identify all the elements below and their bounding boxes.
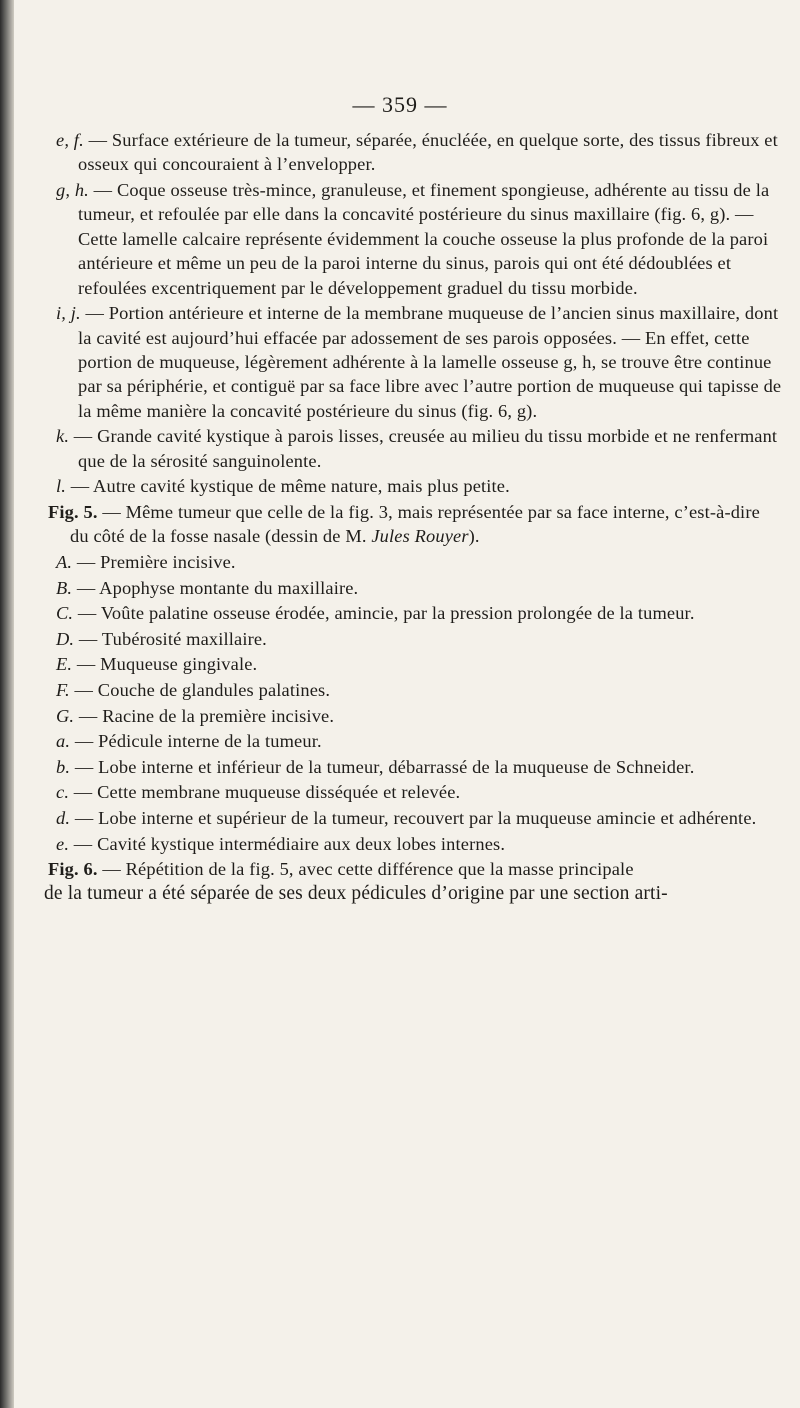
legend-text: — Autre cavité kystique de même nature, mais plus petite. <box>66 476 510 497</box>
legend-text: — Cette membrane muqueuse disséquée et relevée. <box>69 782 461 803</box>
legend-text: — Apophyse montante du maxillaire. <box>72 577 359 598</box>
page-body <box>44 128 783 906</box>
legend-label: l. <box>56 476 67 497</box>
figure-6-caption <box>48 857 783 881</box>
legend-label: c. <box>56 782 70 803</box>
legend-entry-G <box>48 704 783 728</box>
figure-5-caption <box>48 500 783 549</box>
legend-entry-C <box>48 601 783 625</box>
legend-text: — Surface extérieure de la tumeur, séparée, énucléée, en quelque sorte, des tissus fibreux et osseux qui concouraient à l’envelopper. <box>78 130 778 175</box>
legend-label: F. <box>56 680 70 700</box>
legend-entry-B <box>48 576 783 600</box>
page-number: — 359 — <box>352 92 448 117</box>
legend-entry-e <box>48 832 783 856</box>
legend-text: — Lobe interne et supérieur de la tumeur, recouvert par la muqueuse amincie et adhérente. <box>70 807 757 828</box>
legend-label: k. <box>56 426 70 447</box>
legend-text: — Muqueuse gingivale. <box>72 654 258 675</box>
legend-text: — Voûte palatine osseuse érodée, amincie, par la pression prolongée de la tumeur. <box>73 603 695 624</box>
figure-label: Fig. 6. <box>48 859 98 880</box>
legend-entry-c <box>48 780 783 804</box>
legend-entry-k <box>48 424 783 473</box>
legend-label: i, j. <box>56 303 81 324</box>
legend-label: B. <box>56 577 73 598</box>
figure-text: — Même tumeur que celle de la fig. 3, mais représentée par sa face interne, c’est-à-dire du côté de la fosse nasale (dessin de M. <box>70 502 760 547</box>
legend-label: e. <box>56 833 70 854</box>
figure-text: — Répétition de la fig. 5, avec cette différence que la masse principale <box>97 859 634 880</box>
legend-text: — Couche de glandules palatines. <box>69 680 331 700</box>
legend-text: — Première incisive. <box>72 552 236 573</box>
figure-6-caption-line2: de la tumeur a été séparée de ses deux pédicules d’origine par une section arti- <box>44 882 668 904</box>
legend-entry-F <box>48 678 783 702</box>
legend-text: — Racine de la première incisive. <box>74 705 335 726</box>
legend-text: — Cavité kystique intermédiaire aux deux lobes internes. <box>69 833 506 854</box>
legend-entry-D <box>48 627 783 651</box>
legend-label: C. <box>56 603 74 624</box>
figure-label: Fig. 5. <box>48 502 98 523</box>
legend-entry-a <box>48 729 783 753</box>
legend-label: a. <box>56 731 71 752</box>
legend-label: g, h. <box>56 180 89 200</box>
legend-label: e, f. <box>56 130 84 150</box>
legend-text: — Tubérosité maxillaire. <box>74 628 267 649</box>
legend-label: d. <box>56 807 71 828</box>
legend-label: A. <box>56 552 73 573</box>
legend-label: D. <box>56 628 75 649</box>
legend-entry-ij <box>48 301 783 423</box>
legend-label: b. <box>56 756 71 777</box>
legend-label: G. <box>56 705 75 726</box>
legend-text: — Portion antérieure et interne de la membrane muqueuse de l’ancien sinus maxillaire, dont la cavité est aujourd’hui effacée par adossement de ses parois opposées. — En effet, cette portion de muqueuse, légèrement adhérente à la lamelle osseuse g, h, se trouve être continue par sa périphérie, et contiguë par sa face libre avec l’autre portion de muqueuse qui tapisse de la même manière la concavité postérieure du sinus (fig. 6, g). <box>78 303 782 421</box>
figure-text-end: ). <box>468 526 480 547</box>
legend-label: E. <box>56 654 73 675</box>
legend-entry-ef <box>48 128 783 177</box>
legend-entry-b <box>48 755 783 779</box>
legend-text: — Lobe interne et inférieur de la tumeur, débarrassé de la muqueuse de Schneider. <box>70 756 695 777</box>
legend-text: — Coque osseuse très-mince, granuleuse, et finement spongieuse, adhérente au tissu de la tumeur, et refoulée par elle dans la concavité postérieure du sinus maxillaire (fig. 6, g). — Cette lamelle calcaire représente évidemment la couche osseuse la plus profonde de la paroi antérieure et même un peu de la paroi interne du sinus, parois qui ont été dédoublées et refoulées excentriquement par le développement graduel du tissu morbide. <box>78 180 770 298</box>
legend-entry-E <box>48 652 783 676</box>
legend-text: — Grande cavité kystique à parois lisses, creusée au milieu du tissu morbide et ne renfermant que de la sérosité sanguinolente. <box>69 426 778 471</box>
legend-entry-l <box>48 474 783 498</box>
legend-entry-gh <box>48 178 783 300</box>
binding-shadow <box>0 0 14 1408</box>
figure-author: Jules Rouyer <box>371 526 469 547</box>
legend-entry-A <box>48 550 783 574</box>
legend-text: — Pédicule interne de la tumeur. <box>70 731 322 752</box>
legend-entry-d <box>48 806 783 830</box>
